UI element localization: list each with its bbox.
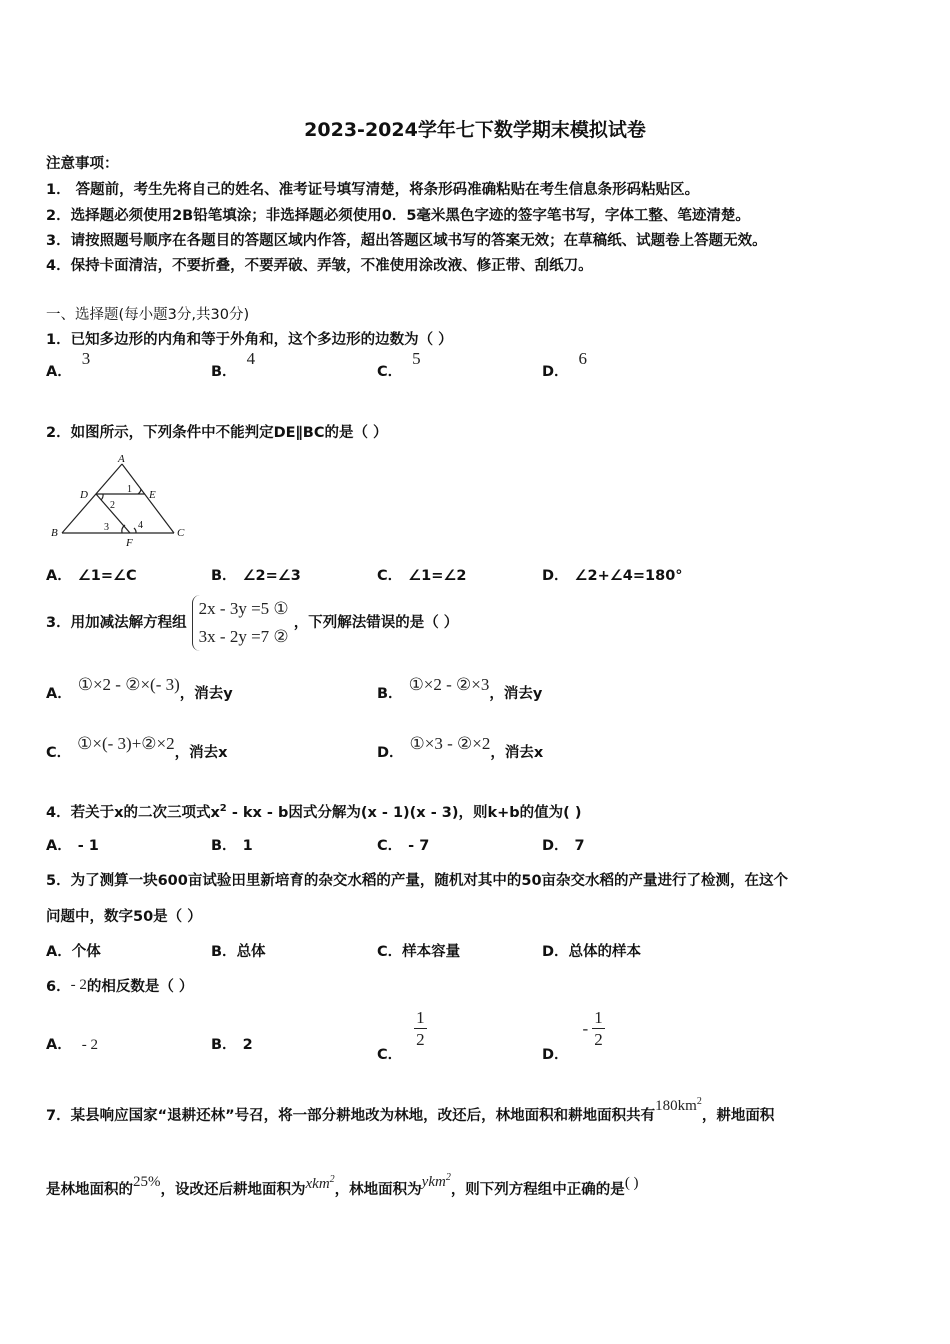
q4-stem-b: - kx - b因式分解为(x - 1)(x - 3)，则k+b的值为( ) (226, 805, 582, 821)
q3-equation-2: 3x - 2y =7 ② (198, 627, 289, 646)
q1-option-a[interactable] (46, 349, 91, 381)
q7-var-y (422, 1174, 451, 1190)
q4-stem-a: 4．若关于x的二次三项式x (46, 805, 220, 821)
q3-option-c-tail: ，消去x (174, 745, 228, 761)
q7-line2-b: ，设改还后耕地面积为 (160, 1182, 306, 1198)
q7-var-x (306, 1176, 335, 1192)
notice-item-1: 1． 答题前，考生先将自己的姓名、准考证号填写清楚，将条形码准确粘贴在考生信息条形码粘贴区。 (46, 182, 700, 198)
q2-option-d-value: ∠2+∠4=180° (574, 568, 683, 584)
q7-stem-line1 (46, 1096, 775, 1125)
q5-option-a[interactable] (46, 940, 101, 961)
q6-option-c-fraction (414, 1008, 427, 1051)
q2-option-b-value: ∠2=∠3 (242, 568, 301, 584)
q3-option-b-expr: ①×2 - ②×3 (408, 675, 490, 694)
q2-option-a[interactable] (46, 564, 137, 585)
notice-item-2: 2．选择题必须使用2B铅笔填涂；非选择题必须使用0．5毫米黑色字迹的签字笔书写，字体工整、笔迹清楚。 (46, 208, 750, 224)
q3-option-c-expr: ①×(- 3)+②×2 (77, 734, 175, 753)
q6-option-b[interactable] (211, 1033, 253, 1054)
q1-option-d-value: 6 (578, 349, 588, 368)
q2-option-b[interactable] (211, 564, 301, 585)
q7-var-x-value: xkm (305, 1176, 330, 1192)
q6-option-c-denominator: 2 (416, 1030, 425, 1049)
q6-option-d-numerator: 1 (594, 1008, 603, 1027)
q5-option-b-value: 总体 (236, 944, 266, 960)
q3-stem-prefix: 3．用加减法解方程组 (46, 615, 187, 631)
q1-option-b[interactable] (211, 349, 256, 381)
q1-option-d[interactable] (542, 349, 588, 381)
q4-option-b-label: B． (211, 838, 237, 854)
q3-option-a-label: A． (46, 686, 72, 702)
q3-option-d-expr: ①×3 - ②×2 (409, 734, 491, 753)
label-angle-2: 2 (110, 500, 115, 511)
q3-option-a-tail: ，消去y (179, 686, 233, 702)
q6-expression: - 2 (70, 977, 87, 993)
side-ab (62, 464, 122, 533)
q7-stem-line2 (46, 1172, 639, 1199)
q5-stem-line1: 5．为了测算一块600亩试验田里新培育的杂交水稻的产量，随机对其中的50亩杂交水稻的产量进行了检测，在这个 (46, 873, 789, 889)
q6-option-d-denominator: 2 (594, 1030, 603, 1049)
q4-option-b[interactable] (211, 834, 253, 855)
q5-option-d-value: 总体的样本 (568, 944, 642, 960)
q6-option-c-numerator: 1 (416, 1008, 425, 1027)
q2-option-a-value: ∠1=∠C (77, 568, 137, 584)
q2-option-d[interactable] (542, 564, 683, 585)
q6-option-d-sign: - (582, 1018, 589, 1038)
q4-option-c[interactable] (377, 834, 429, 855)
q3-option-d-label: D． (377, 745, 404, 761)
q2-triangle-figure (44, 450, 194, 550)
notice-heading: 注意事项： (46, 156, 119, 172)
q1-option-a-value: 3 (81, 349, 91, 368)
q5-option-b[interactable] (211, 940, 266, 961)
angle-4-arc (134, 528, 136, 533)
label-a: A (118, 453, 125, 465)
q4-option-d-label: D． (542, 838, 569, 854)
q7-answer-paren: ( ) (624, 1175, 639, 1191)
q4-option-d-value: 7 (574, 838, 585, 854)
q3-equation-1: 2x - 3y =5 ① (198, 599, 289, 618)
angle-1-arc (138, 489, 141, 494)
q5-option-d-label: D． (542, 944, 569, 960)
q3-option-d[interactable] (377, 734, 544, 762)
label-angle-1: 1 (127, 484, 132, 495)
q3-option-b-tail: ，消去y (489, 686, 543, 702)
q2-option-a-label: A． (46, 568, 72, 584)
label-angle-4: 4 (138, 520, 143, 531)
q1-option-b-value: 4 (246, 349, 256, 368)
q3-option-c-label: C． (46, 745, 72, 761)
q2-option-b-label: B． (211, 568, 237, 584)
q7-line1-b: ，耕地面积 (701, 1108, 775, 1124)
q4-option-b-value: 1 (242, 838, 253, 854)
q3-option-c[interactable] (46, 734, 228, 762)
q1-option-c-value: 5 (412, 349, 421, 368)
q2-option-c-value: ∠1=∠2 (408, 568, 467, 584)
q4-stem (46, 801, 581, 822)
q5-option-c-label: C． (377, 944, 403, 960)
q6-option-d-label: D． (542, 1046, 569, 1063)
q3-option-a-expr: ①×2 - ②×(- 3) (77, 675, 180, 694)
q5-option-a-label: A． (46, 944, 72, 960)
q2-option-c-label: C． (377, 568, 403, 584)
q7-area-total (655, 1098, 702, 1114)
q4-option-a-label: A． (46, 838, 72, 854)
q7-area-total-value: 180km (655, 1098, 697, 1114)
q6-option-b-label: B． (211, 1037, 237, 1053)
q4-option-a-value: - 1 (77, 838, 99, 854)
label-c: C (177, 527, 185, 539)
q4-option-a[interactable] (46, 834, 99, 855)
label-d: D (80, 489, 88, 501)
q6-option-c[interactable] (377, 1008, 427, 1063)
q5-option-c-value: 样本容量 (402, 944, 461, 960)
q7-area-total-sq: 2 (696, 1096, 702, 1107)
q5-option-b-label: B． (211, 944, 237, 960)
q7-line2-d: ，则下列方程组中正确的是 (450, 1182, 625, 1198)
q4-option-c-label: C． (377, 838, 403, 854)
q2-option-c[interactable] (377, 564, 466, 585)
q3-option-b-label: B． (377, 686, 403, 702)
q6-option-a-label: A． (46, 1037, 72, 1053)
q6-option-c-label: C． (377, 1046, 403, 1063)
q1-option-a-label: A． (46, 364, 72, 380)
notice-item-3: 3．请按照题号顺序在各题目的答题区域内作答，超出答题区域书写的答案无效；在草稿纸、试题卷上答题无效。 (46, 233, 767, 249)
q6-option-a-value: - 2 (81, 1037, 98, 1053)
q6-number: 6． (46, 979, 71, 995)
q3-equation-system (192, 595, 289, 651)
q4-option-c-value: - 7 (408, 838, 430, 854)
q2-option-d-label: D． (542, 568, 569, 584)
q7-line2-a: 是林地面积的 (46, 1182, 133, 1198)
label-b: B (51, 527, 58, 539)
q6-option-d[interactable] (542, 1008, 605, 1063)
angle-2-arc (101, 494, 103, 500)
q4-option-d[interactable] (542, 834, 585, 855)
q1-option-c[interactable] (377, 349, 421, 381)
label-angle-3: 3 (104, 522, 109, 533)
q3-option-d-tail: ，消去x (490, 745, 544, 761)
q7-var-y-value: ykm (421, 1174, 446, 1190)
q3-option-b[interactable] (377, 675, 543, 703)
q5-option-a-value: 个体 (71, 944, 101, 960)
q1-option-b-label: B． (211, 364, 237, 380)
q3-stem-suffix: ，下列解法错误的是（ ） (293, 615, 459, 631)
q7-var-x-sq: 2 (329, 1174, 335, 1185)
q7-percent: 25% (133, 1174, 161, 1190)
q5-stem-line2: 问题中，数字50是（ ） (46, 909, 202, 925)
q5-option-d[interactable] (542, 940, 641, 961)
q4-exponent: 2 (219, 803, 227, 815)
q7-line2-c: ，林地面积为 (334, 1182, 422, 1198)
q2-stem: 2．如图所示，下列条件中不能判定DE∥BC的是（ ） (46, 425, 388, 441)
q3-option-a[interactable] (46, 675, 233, 703)
q7-var-y-sq: 2 (445, 1172, 451, 1183)
q1-stem: 1．已知多边形的内角和等于外角和，这个多边形的边数为（ ） (46, 332, 453, 348)
q1-option-d-label: D． (542, 364, 569, 380)
q7-line1-a: 7．某县响应国家“退耕还林”号召，将一部分耕地改为林地，改还后，林地面积和耕地面积共有 (46, 1108, 656, 1124)
q6-stem-suffix: 的相反数是（ ） (86, 979, 194, 995)
q1-option-c-label: C． (377, 364, 403, 380)
label-e: E (149, 489, 156, 501)
label-f: F (126, 537, 133, 549)
side-ac (122, 464, 174, 533)
page-title: 2023-2024学年七下数学期末模拟试卷 (304, 119, 646, 141)
section-heading: 一、选择题(每小题3分,共30分) (46, 307, 250, 323)
notice-item-4: 4．保持卡面清洁，不要折叠，不要弄破、弄皱，不准使用涂改液、修正带、刮纸刀。 (46, 258, 593, 274)
q5-option-c[interactable] (377, 940, 460, 961)
q6-option-a[interactable] (46, 1033, 98, 1054)
q3-stem (46, 595, 458, 651)
q6-stem (46, 975, 193, 996)
q6-option-d-fraction (592, 1008, 605, 1051)
q6-option-b-value: 2 (242, 1037, 253, 1053)
